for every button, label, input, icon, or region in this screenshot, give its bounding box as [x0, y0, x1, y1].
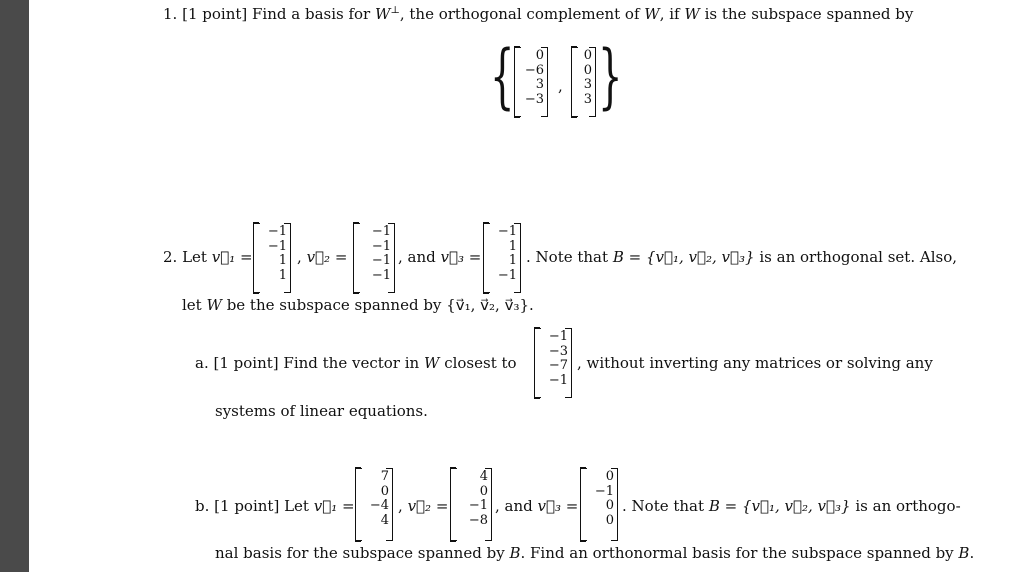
- problem2-let: Let: [182, 248, 207, 266]
- problem1-W: W: [375, 5, 391, 23]
- problem1-text-c: , if: [659, 5, 680, 23]
- problem2-line2: let W be the subspace spanned by {v⃗₁, v⃗₂, v⃗₃}.: [182, 296, 534, 314]
- matrix-entry: 0: [380, 483, 389, 499]
- matrix-entry: 0: [605, 469, 614, 484]
- matrix-entry: 0: [605, 498, 614, 513]
- matrix-entry: −1: [594, 483, 614, 499]
- part-b-line2: nal basis for the subspace spanned by B. Find an orthonormal basis for the subspace spanned by B.: [215, 544, 975, 562]
- problem1-number: 1.: [163, 5, 178, 23]
- matrix-entry: −1: [548, 329, 568, 344]
- matrix-entry: 3: [535, 77, 544, 92]
- part-b-note: . Note that B = {v⃗₁, v⃗₂, v⃗₃} is an orthogo-: [622, 497, 961, 515]
- matrix-entry: −3: [524, 91, 544, 107]
- part-a-text-c: , without inverting any matrices or solving any: [577, 354, 933, 372]
- matrix-entry: −1: [371, 238, 391, 254]
- part-a-label: a.: [195, 354, 209, 372]
- p2-v3-label-wrap: , and v⃗₃ =: [398, 248, 482, 266]
- matrix-entry: −4: [369, 498, 389, 513]
- matrix-entry: −1: [468, 498, 488, 513]
- p1-vector-2: [571, 47, 596, 117]
- matrix-entry: −1: [371, 253, 391, 268]
- problem1-text-b: , the orthogonal complement of: [399, 5, 640, 23]
- problem2-B: B: [612, 248, 624, 266]
- matrix-entry: 1: [278, 253, 287, 268]
- perp-symbol: ⊥: [390, 5, 400, 16]
- problem1-W2: W: [644, 5, 660, 23]
- problem2-set: = {v⃗₁, v⃗₂, v⃗₃}: [628, 248, 755, 266]
- problem2-number: 2.: [163, 248, 178, 266]
- problem2-note: . Note that B = {v⃗₁, v⃗₂, v⃗₃} is an orthogonal set. Also,: [526, 248, 957, 266]
- part-a-vector: [534, 328, 572, 398]
- matrix-entry: −1: [267, 224, 287, 239]
- matrix-entry: −1: [371, 267, 391, 283]
- problem1-points: [1 point]: [182, 5, 248, 23]
- p1-vector-1: [514, 47, 548, 117]
- matrix-entry: −1: [267, 238, 287, 254]
- open-brace: {: [490, 35, 515, 117]
- matrix-entry: 0: [535, 48, 544, 63]
- close-brace: }: [598, 35, 623, 117]
- matrix-entry: −7: [548, 358, 568, 373]
- problem2-intro: [163, 248, 253, 266]
- problem2-v1-label: v⃗₁ =: [211, 248, 253, 266]
- pb-v2-matrix: [450, 468, 492, 541]
- left-sidebar: [0, 0, 29, 572]
- problem2-v2-label: v⃗₂ =: [306, 248, 348, 266]
- matrix-entry: 4: [380, 512, 389, 528]
- matrix-entry: 1: [508, 253, 517, 268]
- part-a-points: [1 point]: [213, 354, 279, 372]
- matrix-entry: 0: [583, 62, 592, 78]
- matrix-entry: 1: [278, 267, 287, 283]
- matrix-entry: 7: [380, 469, 389, 484]
- problem1-W3: W: [684, 5, 700, 23]
- part-a-line2: systems of linear equations.: [215, 402, 428, 420]
- matrix-entry: 3: [583, 77, 592, 92]
- pb-v1-matrix: [355, 468, 393, 541]
- problem1-text-a: Find a basis for: [252, 5, 371, 23]
- matrix-entry: −1: [371, 224, 391, 239]
- matrix-entry: −3: [548, 343, 568, 359]
- problem1-text-d: is the subspace spanned by: [704, 5, 914, 23]
- p2-v2-matrix: [353, 223, 395, 293]
- matrix-entry: 0: [583, 48, 592, 63]
- matrix-entry: 1: [508, 238, 517, 254]
- part-b-label: b.: [195, 497, 210, 515]
- matrix-entry: −1: [497, 267, 517, 283]
- matrix-entry: −6: [524, 62, 544, 78]
- matrix-entry: 3: [583, 91, 592, 107]
- matrix-entry: −8: [468, 512, 488, 528]
- matrix-entry: −1: [548, 372, 568, 388]
- problem2-v3-label: v⃗₃ =: [440, 248, 482, 266]
- matrix-entry: 4: [479, 469, 488, 484]
- part-b-points: [1 point]: [214, 497, 280, 515]
- matrix-entry: 0: [605, 512, 614, 528]
- matrix-entry: 0: [479, 483, 488, 499]
- p1-comma: ,: [558, 77, 563, 95]
- p2-v3-matrix: [483, 223, 521, 293]
- p2-v1-matrix: [253, 223, 291, 293]
- part-a-line1: a. [1 point] Find the vector in W closest to: [195, 354, 517, 372]
- part-b-intro: b. [1 point] Let v⃗₁ =: [195, 497, 355, 515]
- problem1-line: [163, 5, 913, 23]
- pb-v3-matrix: [580, 468, 618, 541]
- p2-v2-label-wrap: , v⃗₂ =: [297, 248, 348, 266]
- matrix-entry: −1: [497, 224, 517, 239]
